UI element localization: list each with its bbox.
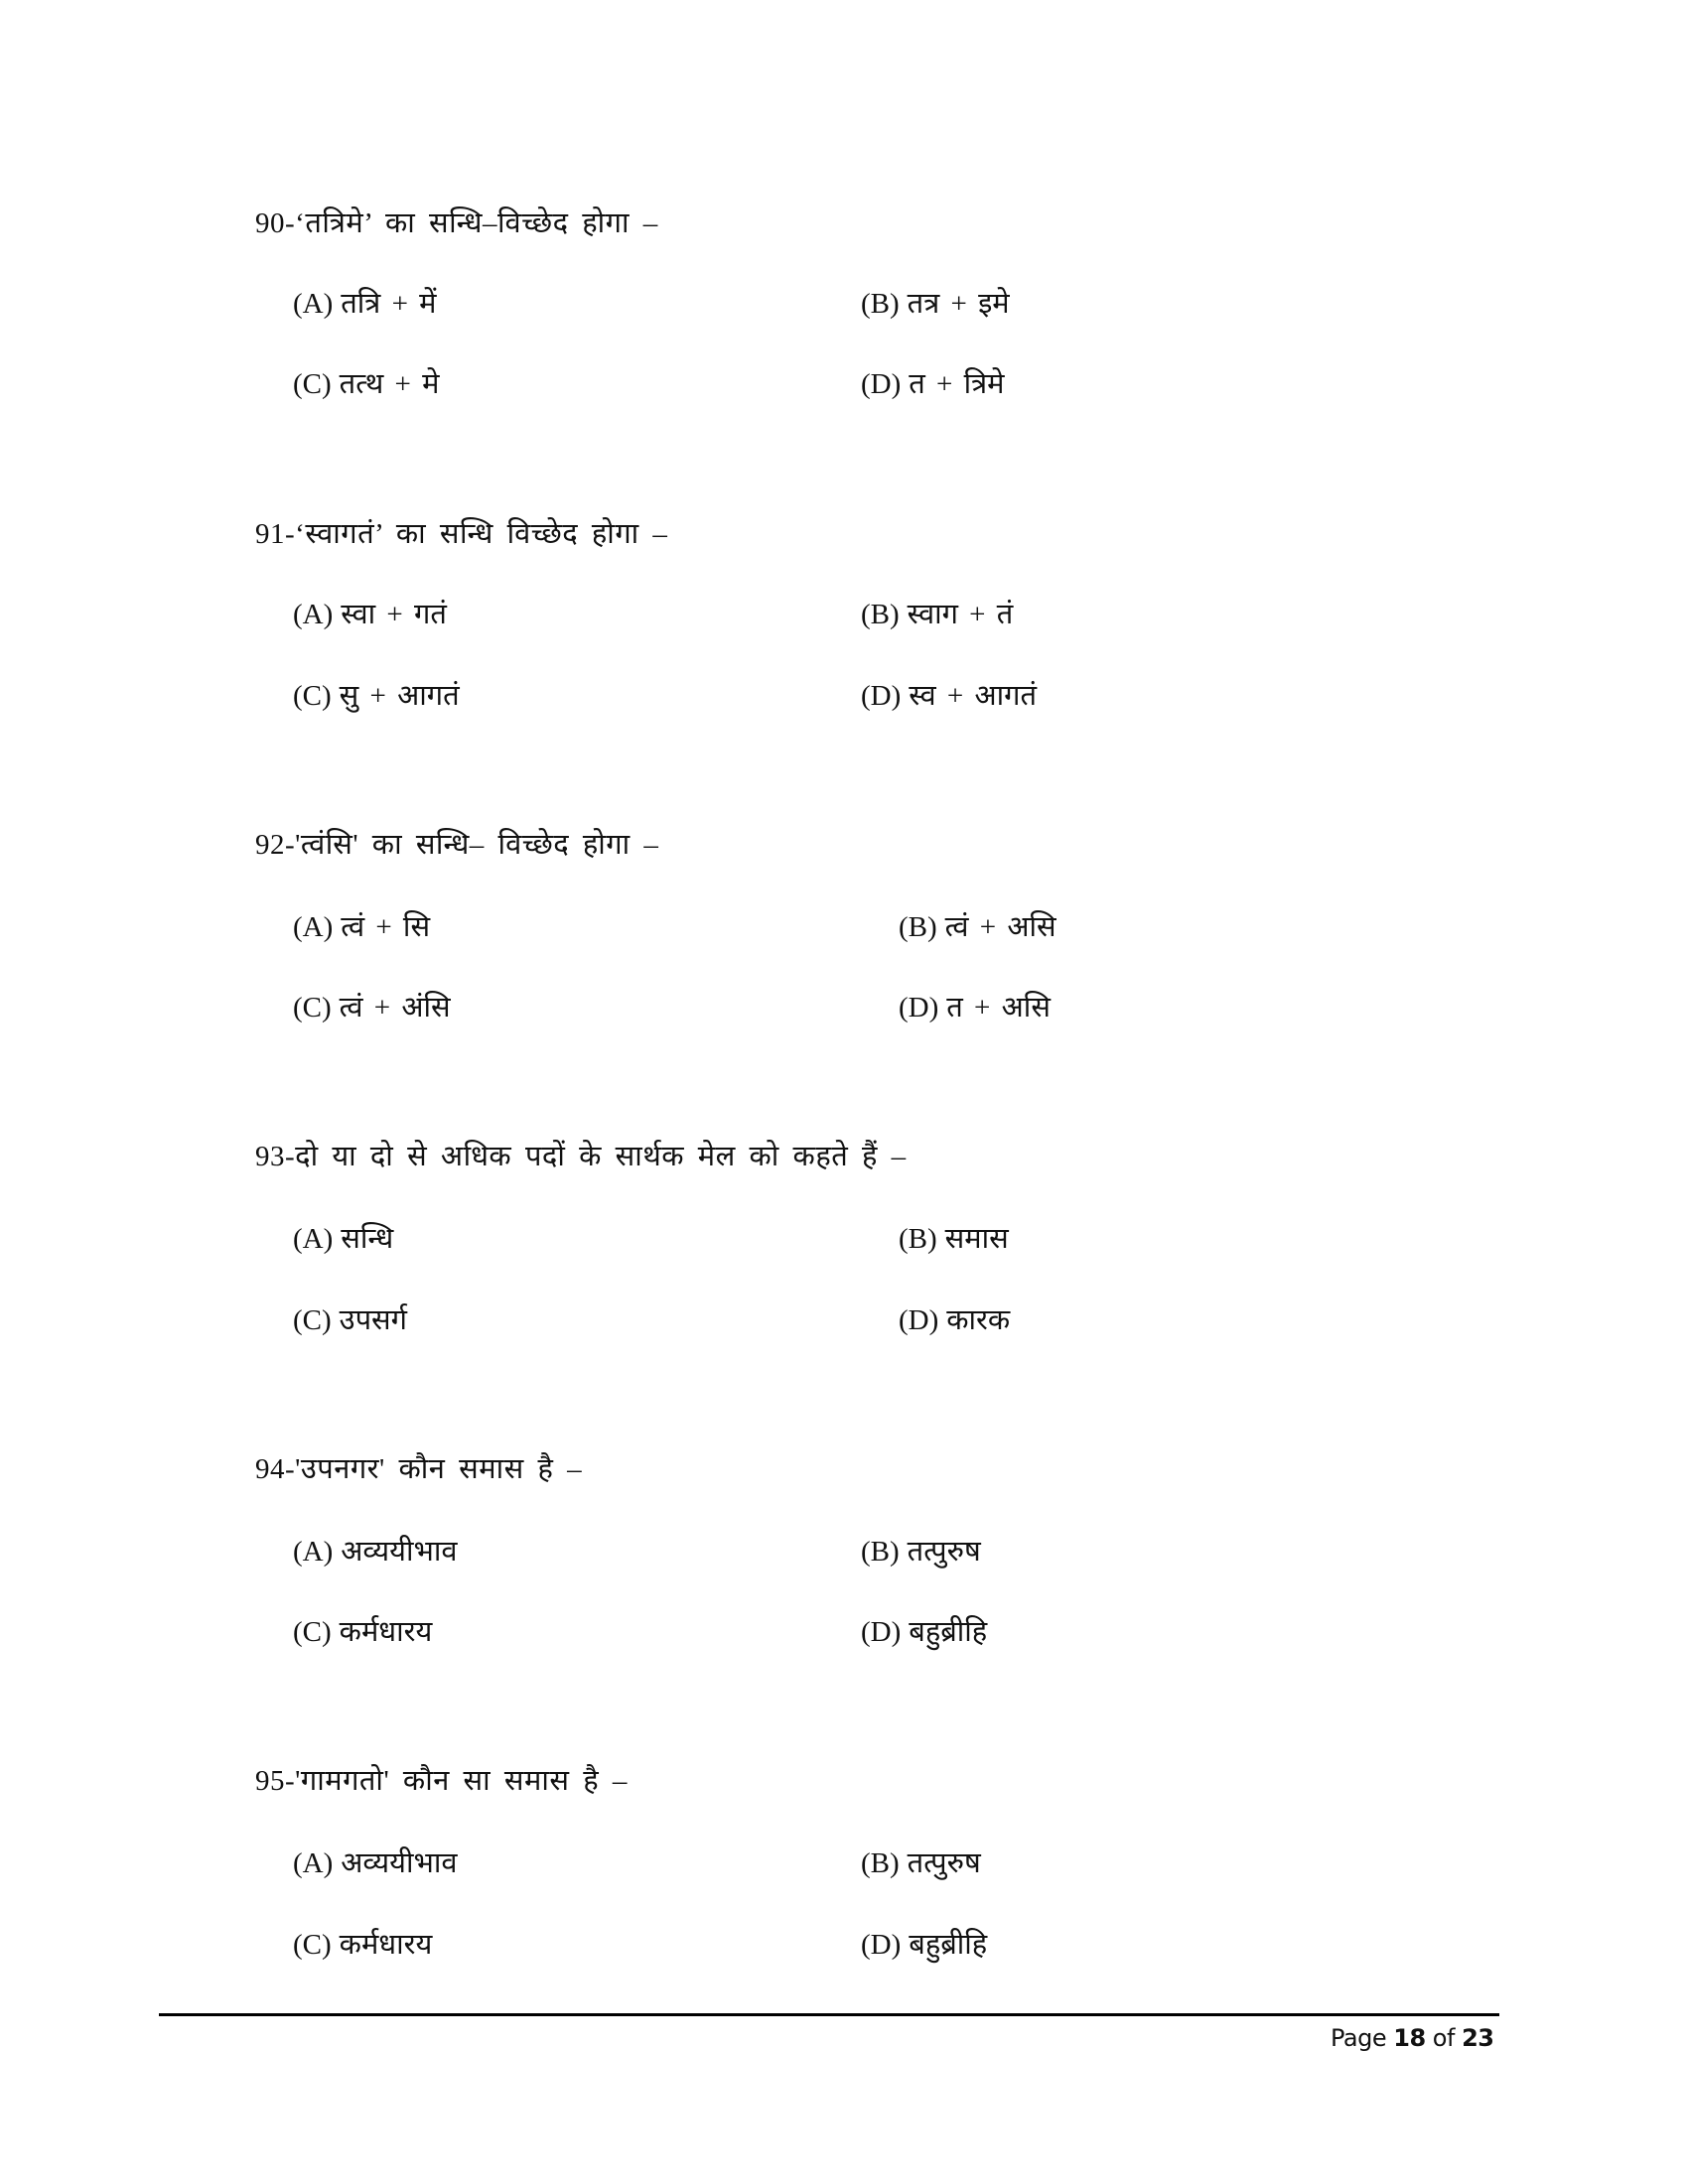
- option-label: (B): [899, 911, 937, 943]
- option-text: कारक: [946, 1304, 1011, 1336]
- option-text: अव्ययीभाव: [341, 1536, 458, 1568]
- option-label: (A): [293, 1223, 334, 1255]
- option-text: समास: [944, 1223, 1009, 1255]
- question-number: 95-: [255, 1765, 296, 1797]
- option-label: (A): [293, 599, 334, 630]
- option-text: स्व + आगतं: [909, 680, 1038, 712]
- option-label: (D): [861, 1616, 902, 1648]
- option-label: (B): [861, 599, 900, 630]
- question-text: [255, 516, 667, 552]
- option-text: त्वं + अंसि: [339, 992, 451, 1024]
- option-label: (C): [293, 1929, 332, 1961]
- option-label: (D): [899, 1304, 939, 1336]
- current-page: 18: [1393, 2024, 1426, 2052]
- option-c: [293, 1614, 432, 1650]
- option-text: तत्थ + मे: [339, 368, 440, 400]
- option-text: कर्मधारय: [339, 1616, 433, 1648]
- option-label: (A): [293, 1536, 334, 1568]
- question-stem: 'त्वंसि' का सन्धि– विच्छेद होगा –: [295, 829, 659, 861]
- option-text: त + त्रिमे: [909, 368, 1005, 400]
- question-number: 91-: [255, 518, 296, 550]
- option-label: (B): [899, 1223, 937, 1255]
- option-label: (D): [861, 680, 902, 712]
- option-a: [293, 597, 447, 632]
- option-label: (C): [293, 1616, 332, 1648]
- option-label: (C): [293, 992, 332, 1024]
- option-c: [293, 990, 451, 1025]
- question-stem: 'गामगतो' कौन सा समास है –: [295, 1765, 628, 1797]
- option-text: त्वं + असि: [944, 911, 1056, 943]
- question-stem: दो या दो से अधिक पदों के सार्थक मेल को कहते हैं –: [295, 1141, 907, 1172]
- option-a: [293, 909, 430, 945]
- option-text: तत्पुरुष: [907, 1536, 981, 1568]
- total-pages: 23: [1462, 2024, 1494, 2052]
- option-label: (B): [861, 1847, 900, 1879]
- option-c: [293, 678, 460, 714]
- option-text: स्वाग + तं: [907, 599, 1014, 630]
- question-stem: 'उपनगर' कौन समास है –: [295, 1453, 583, 1485]
- question-text: [255, 205, 658, 241]
- option-c: [293, 1302, 407, 1338]
- option-text: तत्रि + में: [341, 288, 437, 320]
- question-stem: ‘तत्रिमे’ का सन्धि–विच्छेद होगा –: [295, 207, 658, 239]
- option-label: (A): [293, 288, 334, 320]
- option-text: सु + आगतं: [339, 680, 460, 712]
- option-a: [293, 1534, 458, 1570]
- option-text: कर्मधारय: [339, 1929, 433, 1961]
- footer-divider: [159, 2013, 1499, 2016]
- option-d: [861, 1614, 987, 1650]
- option-text: तत्र + इमे: [907, 288, 1010, 320]
- question-text: [255, 827, 658, 863]
- option-d: [899, 1302, 1010, 1338]
- option-text: त्वं + सि: [341, 911, 431, 943]
- page-word: Page: [1331, 2024, 1387, 2052]
- option-label: (C): [293, 680, 332, 712]
- option-d: [861, 678, 1037, 714]
- of-word: of: [1432, 2024, 1455, 2052]
- option-a: [293, 1221, 393, 1257]
- option-label: (D): [861, 1929, 902, 1961]
- option-label: (B): [861, 1536, 900, 1568]
- option-label: (D): [861, 368, 902, 400]
- option-b: [899, 1221, 1009, 1257]
- option-text: बहुब्रीहि: [909, 1616, 988, 1648]
- page-number: [1331, 2023, 1493, 2053]
- option-b: [861, 286, 1010, 322]
- option-c: [293, 1927, 432, 1963]
- option-b: [861, 597, 1013, 632]
- option-text: स्वा + गतं: [341, 599, 447, 630]
- option-b: [861, 1534, 981, 1570]
- question-text: [255, 1451, 582, 1487]
- question-number: 94-: [255, 1453, 296, 1485]
- option-c: [293, 366, 439, 402]
- option-text: तत्पुरुष: [907, 1847, 981, 1879]
- option-label: (D): [899, 992, 939, 1024]
- option-text: अव्ययीभाव: [341, 1847, 458, 1879]
- question-text: [255, 1763, 628, 1799]
- option-a: [293, 286, 437, 322]
- option-label: (A): [293, 911, 334, 943]
- option-d: [861, 366, 1005, 402]
- option-text: सन्धि: [341, 1223, 394, 1255]
- option-d: [899, 990, 1051, 1025]
- option-text: बहुब्रीहि: [909, 1929, 988, 1961]
- option-b: [899, 909, 1056, 945]
- question-stem: ‘स्वागतं’ का सन्धि विच्छेद होगा –: [295, 518, 668, 550]
- option-a: [293, 1845, 458, 1881]
- option-label: (B): [861, 288, 900, 320]
- question-number: 90-: [255, 207, 296, 239]
- option-label: (C): [293, 368, 332, 400]
- option-label: (A): [293, 1847, 334, 1879]
- option-b: [861, 1845, 981, 1881]
- option-text: उपसर्ग: [339, 1304, 407, 1336]
- option-text: त + असि: [946, 992, 1051, 1024]
- question-number: 92-: [255, 829, 296, 861]
- question-number: 93-: [255, 1141, 296, 1172]
- option-d: [861, 1927, 987, 1963]
- question-text: [255, 1139, 907, 1174]
- option-label: (C): [293, 1304, 332, 1336]
